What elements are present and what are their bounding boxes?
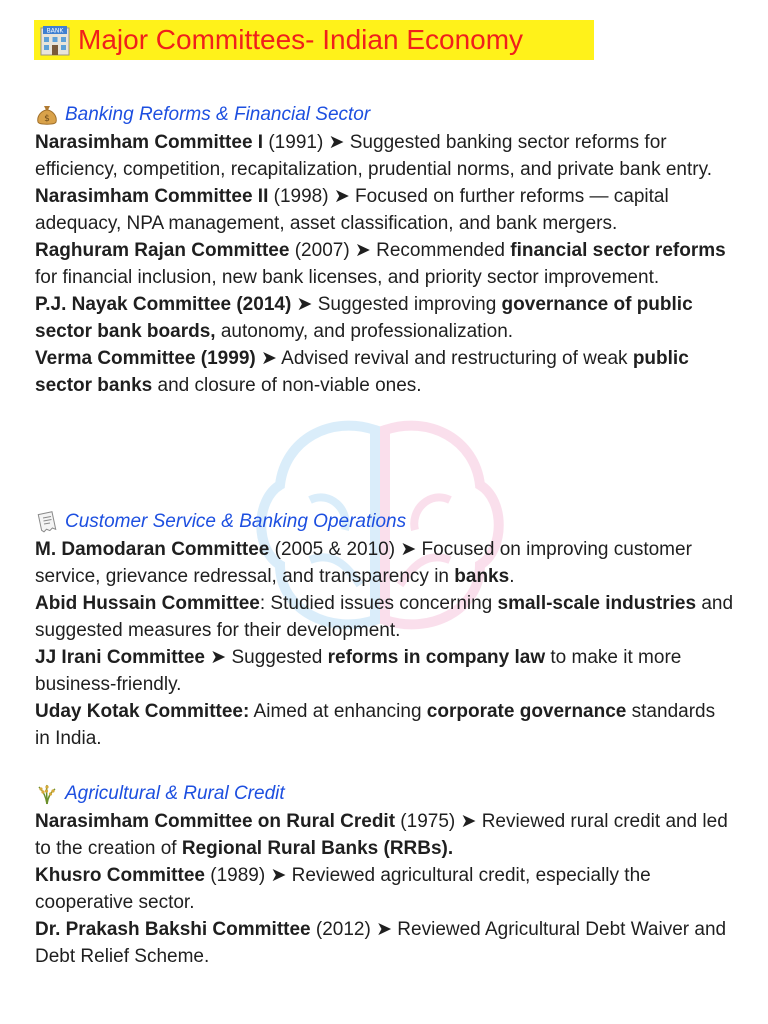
committee-description: (1991) ➤ Suggested banking sector reforms for efficiency, competition, recapitalization, prudential norms, and private bank entry. (35, 132, 712, 180)
section-header (35, 780, 735, 808)
committee-name: M. Damodaran Committee (35, 539, 270, 560)
committee-description: (1989) ➤ Reviewed agricultural credit, especially the cooperative sector. (35, 865, 651, 913)
entry-list (35, 808, 735, 970)
committee-highlight: Regional Rural Banks (RRBs). (181, 838, 454, 859)
committee-name: P.J. Nayak Committee (2014) (35, 294, 292, 315)
committee-highlight: public sector banks (35, 348, 689, 396)
committee-name: Narasimham Committee II (35, 186, 269, 207)
list-item (35, 237, 735, 291)
committee-description: (1998) ➤ Focused on further reforms — capital adequacy, NPA management, asset classification, and bank mergers. (35, 186, 669, 234)
section-customer-service (35, 508, 735, 752)
committee-name: Abid Hussain Committee (35, 593, 260, 614)
committee-description: ➤ Suggested (205, 647, 328, 668)
committee-description-end: and closure of non-viable ones. (152, 375, 422, 396)
committee-name: Verma Committee (1999) (35, 348, 256, 369)
bank-building-icon (38, 23, 72, 57)
receipt-icon (35, 510, 59, 534)
title-banner (34, 20, 594, 60)
list-item (35, 291, 735, 345)
committee-description: Aimed at enhancing (249, 701, 427, 722)
svg-text:$: $ (44, 114, 50, 124)
list-item (35, 916, 735, 970)
committee-highlight: corporate governance (426, 701, 627, 722)
list-item (35, 536, 735, 590)
list-item (35, 345, 735, 399)
committee-name: Narasimham Committee I (35, 132, 264, 153)
committee-highlight: reforms in company law (327, 647, 546, 668)
committee-description-end: standards in India. (35, 701, 716, 749)
section-header (35, 101, 735, 129)
committee-name: JJ Irani Committee (35, 647, 205, 668)
committee-description-end: . (509, 566, 515, 587)
committee-highlight: financial sector reforms (510, 240, 726, 261)
committee-name: Dr. Prakash Bakshi Committee (35, 919, 311, 940)
committee-description-end: to make it more business-friendly. (35, 647, 682, 695)
committee-name: Uday Kotak Committee: (35, 701, 250, 722)
committee-description: (2005 & 2010) ➤ Focused on improving customer service, grievance redressal, and transparency in (35, 539, 692, 587)
rice-sheaf-icon (35, 782, 59, 806)
committee-highlight: governance of public sector bank boards, (35, 294, 693, 342)
svg-text:BANK: BANK (46, 27, 64, 35)
section-agricultural-credit (35, 780, 735, 970)
section-title: Banking Reforms & Financial Sector (65, 104, 371, 125)
list-item (35, 590, 735, 644)
section-banking-reforms (35, 101, 735, 399)
list-item (35, 808, 735, 862)
list-item (35, 698, 735, 752)
committee-description: : Studied issues concerning (259, 593, 498, 614)
list-item (35, 862, 735, 916)
committee-description: (2007) ➤ Recommended (289, 240, 511, 261)
committee-description: ➤ Suggested improving (291, 294, 502, 315)
committee-description: ➤ Advised revival and restructuring of weak (255, 348, 633, 369)
committee-description-end: for financial inclusion, new bank licenses, and priority sector improvement. (35, 267, 660, 288)
committee-highlight: small-scale industries (497, 593, 697, 614)
list-item (35, 644, 735, 698)
list-item (35, 129, 735, 183)
entry-list (35, 129, 735, 399)
committee-name: Narasimham Committee on Rural Credit (35, 811, 396, 832)
entry-list (35, 536, 735, 752)
committee-name: Khusro Committee (35, 865, 205, 886)
list-item (35, 183, 735, 237)
page-title: Major Committees- Indian Economy (78, 24, 524, 55)
section-title: Customer Service & Banking Operations (65, 511, 407, 532)
section-header (35, 508, 735, 536)
committee-highlight: banks (454, 566, 510, 587)
committee-description-end: and suggested measures for their development. (35, 593, 734, 641)
committee-description-end: autonomy, and professionalization. (215, 321, 514, 342)
committee-description: (1975) ➤ Reviewed rural credit and led to the creation of (35, 811, 728, 859)
committee-name: Raghuram Rajan Committee (35, 240, 290, 261)
money-bag-icon (35, 103, 59, 127)
committee-description: (2012) ➤ Reviewed Agricultural Debt Waiver and Debt Relief Scheme. (35, 919, 727, 967)
section-title: Agricultural & Rural Credit (65, 783, 285, 804)
